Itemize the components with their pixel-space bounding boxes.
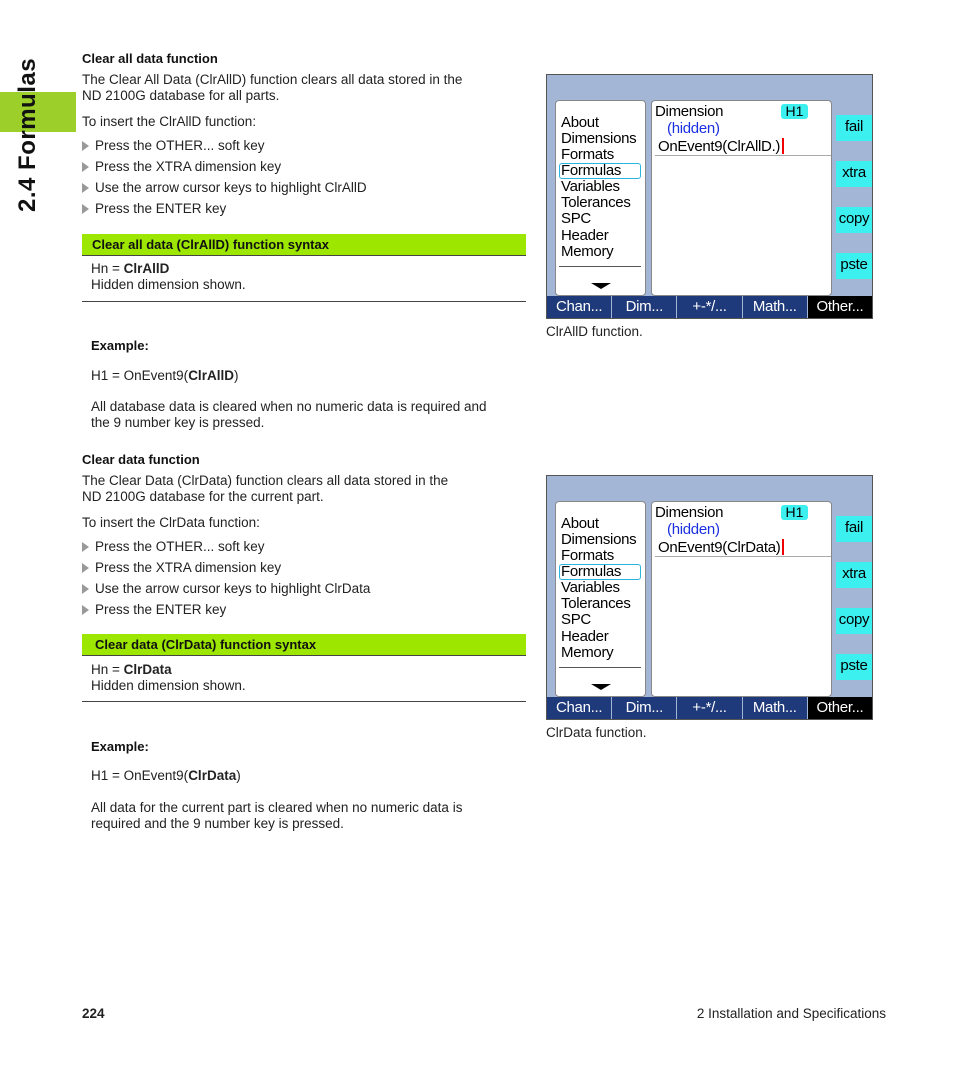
formula-underline [655,155,831,156]
section2-heading: Clear data function [82,452,200,467]
chapter-footer: 2 Installation and Specifications [696,1006,886,1021]
section1-intro: The Clear All Data (ClrAllD) function clears all data stored in the ND 2100G database for all parts. [82,72,463,103]
menu-item-spc[interactable]: SPC [561,611,591,628]
tab-other[interactable]: Other... [808,296,872,318]
bullet-triangle-icon [82,563,89,573]
tab-chan[interactable]: Chan... [547,697,612,719]
section1-example-label: Example: [91,338,149,353]
tab-other[interactable]: Other... [808,697,872,719]
text-cursor [782,539,784,555]
menu-item-about[interactable]: About [561,114,599,131]
formula-input[interactable]: OnEvent9(ClrData) [658,539,784,556]
divider [82,701,526,702]
section2-steps [82,536,370,620]
section2-syntax: Hn = ClrData Hidden dimension shown. [91,662,246,693]
section1-heading: Clear all data function [82,51,218,66]
tab-dim[interactable]: Dim... [612,296,677,318]
step-item: Press the OTHER... soft key [82,135,367,156]
divider [82,655,526,656]
softkey-pste[interactable]: pste [836,654,872,680]
section1-insert-intro: To insert the ClrAllD function: [82,114,257,129]
menu-item-memory[interactable]: Memory [561,243,614,260]
section1-example: H1 = OnEvent9(ClrAllD) [91,368,239,383]
section2-caption: ClrData function. [546,725,647,740]
menu-item-dimensions[interactable]: Dimensions [561,531,637,548]
menu-item-header[interactable]: Header [561,227,609,244]
softkey-copy[interactable]: copy [836,207,872,233]
section1-steps [82,135,367,219]
bullet-triangle-icon [82,141,89,151]
bullet-triangle-icon [82,162,89,172]
bullet-triangle-icon [82,204,89,214]
menu-panel [555,100,646,296]
tab-dim[interactable]: Dim... [612,697,677,719]
menu-item-header[interactable]: Header [561,628,609,645]
scroll-down-icon[interactable] [591,283,611,289]
bottom-tab-bar [547,296,872,318]
hidden-label: (hidden) [667,120,720,137]
section2-example-label: Example: [91,739,149,754]
menu-item-tolerances[interactable]: Tolerances [561,194,631,211]
softkey-fail[interactable]: fail [836,516,872,542]
section1-caption: ClrAllD function. [546,324,643,339]
dimension-badge: H1 [781,505,808,520]
step-item: Press the OTHER... soft key [82,536,370,557]
softkey-xtra[interactable]: xtra [836,562,872,588]
step-item: Press the ENTER key [82,198,367,219]
menu-divider [559,667,641,668]
softkey-pste[interactable]: pste [836,253,872,279]
section2-syntax-bar: Clear data (ClrData) function syntax [82,634,526,655]
page-number: 224 [82,1006,105,1021]
section2-example-desc: All data for the current part is cleared when no numeric data is required and the 9 number key is pressed. [91,800,463,831]
hidden-label: (hidden) [667,521,720,538]
section1-syntax-bar: Clear all data (ClrAllD) function syntax [82,234,526,255]
menu-item-formulas[interactable]: Formulas [561,162,622,179]
dimension-panel [651,501,832,697]
dimension-label: Dimension [655,504,724,521]
tab-chan[interactable]: Chan... [547,296,612,318]
section-title-vertical: 2.4 Formulas [14,57,41,212]
menu-item-spc[interactable]: SPC [561,210,591,227]
menu-item-dimensions[interactable]: Dimensions [561,130,637,147]
dimension-badge: H1 [781,104,808,119]
section2-example: H1 = OnEvent9(ClrData) [91,768,241,783]
bottom-tab-bar [547,697,872,719]
screen-clrdata [546,475,873,720]
menu-panel [555,501,646,697]
scroll-down-icon[interactable] [591,684,611,690]
step-item: Press the XTRA dimension key [82,557,370,578]
formula-underline [655,556,831,557]
menu-item-formats[interactable]: Formats [561,547,614,564]
menu-item-formulas[interactable]: Formulas [561,563,622,580]
tab-math[interactable]: Math... [743,697,808,719]
menu-item-memory[interactable]: Memory [561,644,614,661]
dimension-label: Dimension [655,103,724,120]
bullet-triangle-icon [82,183,89,193]
softkey-fail[interactable]: fail [836,115,872,141]
formula-input[interactable]: OnEvent9(ClrAllD.) [658,138,784,155]
bullet-triangle-icon [82,584,89,594]
divider [82,301,526,302]
step-item: Press the XTRA dimension key [82,156,367,177]
step-item: Use the arrow cursor keys to highlight ClrAllD [82,177,367,198]
menu-item-variables[interactable]: Variables [561,178,620,195]
softkey-xtra[interactable]: xtra [836,161,872,187]
menu-divider [559,266,641,267]
menu-item-tolerances[interactable]: Tolerances [561,595,631,612]
tab-operators[interactable]: +-*/... [677,697,742,719]
menu-item-about[interactable]: About [561,515,599,532]
section2-insert-intro: To insert the ClrData function: [82,515,260,530]
dimension-panel [651,100,832,296]
section1-example-desc: All database data is cleared when no numeric data is required and the 9 number key is pressed. [91,399,487,430]
section2-intro: The Clear Data (ClrData) function clears all data stored in the ND 2100G database for the current part. [82,473,449,504]
tab-math[interactable]: Math... [743,296,808,318]
softkey-copy[interactable]: copy [836,608,872,634]
menu-item-formats[interactable]: Formats [561,146,614,163]
bullet-triangle-icon [82,542,89,552]
divider [82,255,526,256]
tab-operators[interactable]: +-*/... [677,296,742,318]
step-item: Use the arrow cursor keys to highlight ClrData [82,578,370,599]
screen-clralld [546,74,873,319]
text-cursor [782,138,784,154]
section1-syntax: Hn = ClrAllD Hidden dimension shown. [91,261,246,292]
step-item: Press the ENTER key [82,599,370,620]
bullet-triangle-icon [82,605,89,615]
menu-item-variables[interactable]: Variables [561,579,620,596]
